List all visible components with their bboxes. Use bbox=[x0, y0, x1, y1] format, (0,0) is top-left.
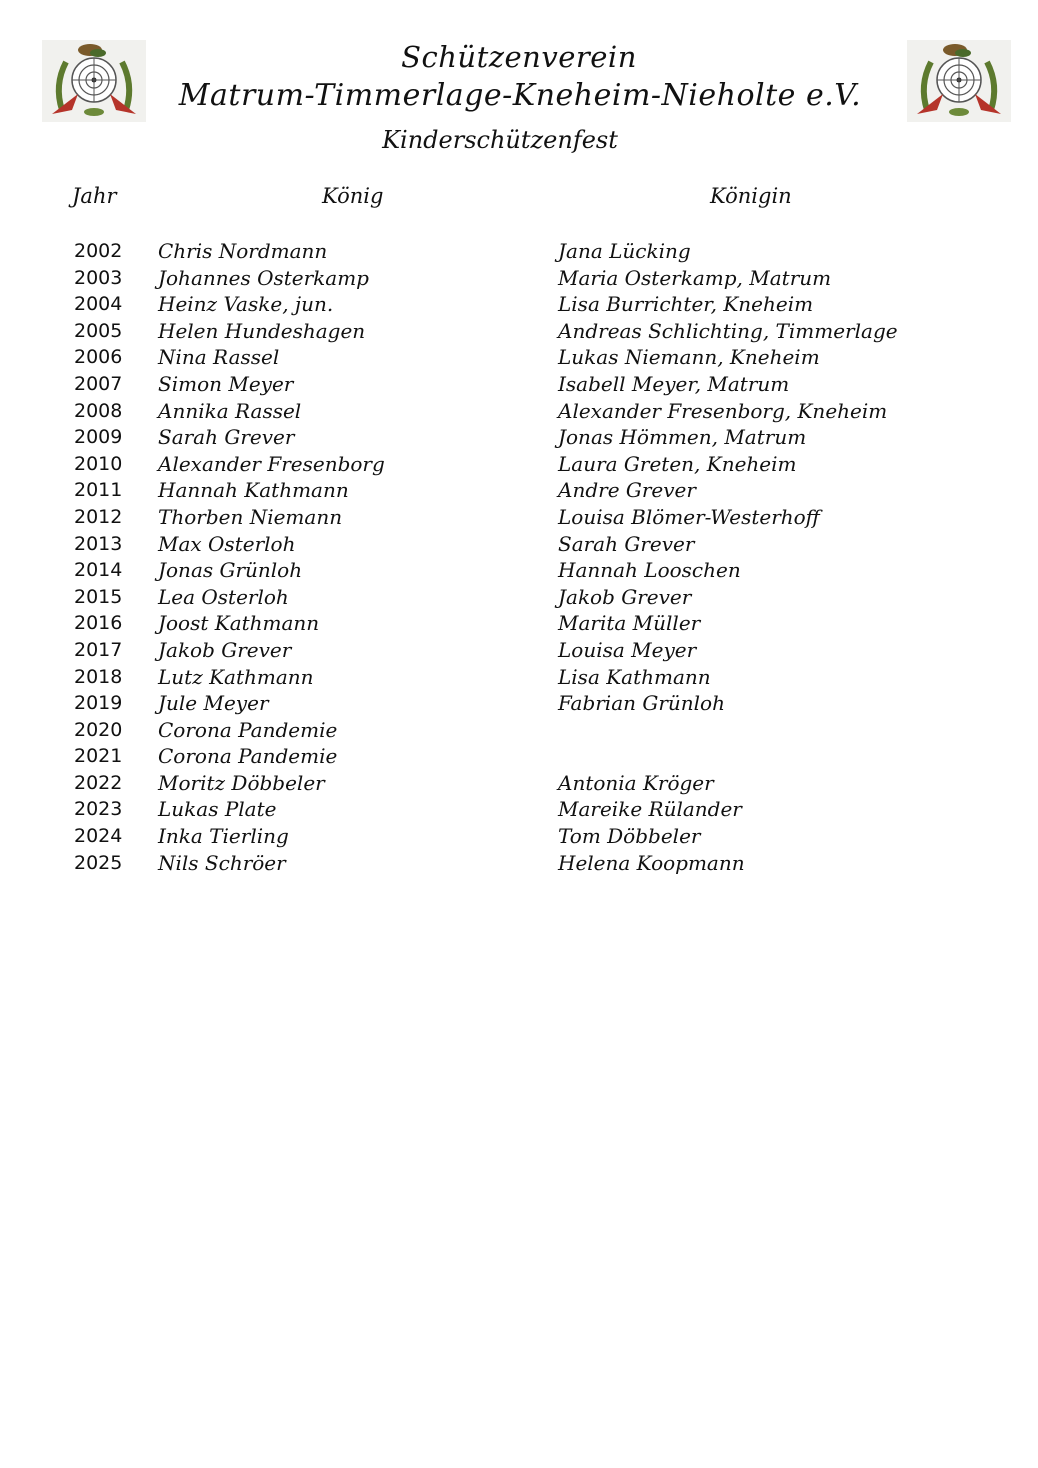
table-row bbox=[0, 796, 1038, 823]
year-cell: 2003 bbox=[74, 266, 123, 289]
table-row bbox=[0, 717, 1038, 744]
table-row bbox=[0, 371, 1038, 398]
table-row bbox=[0, 664, 1038, 691]
queen-cell: Andre Grever bbox=[558, 478, 696, 503]
queen-cell: Andreas Schlichting, Timmerlage bbox=[558, 318, 898, 343]
table-row bbox=[0, 291, 1038, 318]
year-cell: 2016 bbox=[74, 612, 123, 635]
king-cell: Joost Kathmann bbox=[158, 611, 320, 636]
queen-cell: Helena Koopmann bbox=[558, 850, 745, 875]
king-cell: Corona Pandemie bbox=[158, 744, 338, 769]
table-row bbox=[0, 318, 1038, 345]
king-cell: Sarah Grever bbox=[158, 425, 295, 450]
queen-cell: Tom Döbbeler bbox=[558, 824, 701, 849]
table-row bbox=[0, 850, 1038, 877]
king-cell: Lukas Plate bbox=[158, 797, 277, 822]
king-cell: Nils Schröer bbox=[158, 850, 286, 875]
club-name: Schützenverein bbox=[401, 40, 637, 74]
column-header-queen: Königin bbox=[710, 184, 792, 208]
king-cell: Helen Hundeshagen bbox=[158, 318, 366, 343]
queen-cell: Jana Lücking bbox=[558, 239, 691, 263]
year-cell: 2020 bbox=[74, 718, 123, 741]
table-row bbox=[0, 823, 1038, 850]
table-row bbox=[0, 637, 1038, 664]
year-cell: 2004 bbox=[74, 293, 123, 316]
king-cell: Annika Rassel bbox=[158, 398, 302, 423]
king-cell: Nina Rassel bbox=[158, 345, 280, 370]
king-cell: Simon Meyer bbox=[158, 371, 294, 396]
year-cell: 2025 bbox=[74, 851, 123, 874]
club-full-name: Matrum-Timmerlage-Kneheim-Nieholte e.V. bbox=[178, 78, 862, 113]
king-cell: Lutz Kathmann bbox=[158, 664, 314, 689]
queen-cell: Louisa Meyer bbox=[558, 637, 697, 662]
royalty-table bbox=[0, 238, 1038, 876]
queen-cell: Fabrian Grünloh bbox=[558, 691, 725, 716]
king-cell: Alexander Fresenborg bbox=[158, 451, 385, 476]
table-row bbox=[0, 531, 1038, 558]
year-cell: 2018 bbox=[74, 665, 123, 688]
queen-cell: Isabell Meyer, Matrum bbox=[558, 371, 790, 396]
year-cell: 2024 bbox=[74, 825, 123, 848]
queen-cell: Jakob Grever bbox=[558, 584, 692, 609]
table-row bbox=[0, 398, 1038, 425]
year-cell: 2017 bbox=[74, 638, 123, 661]
table-row bbox=[0, 504, 1038, 531]
queen-cell: Marita Müller bbox=[558, 611, 701, 636]
year-cell: 2022 bbox=[74, 771, 123, 794]
year-cell: 2002 bbox=[74, 240, 123, 262]
king-cell: Jule Meyer bbox=[158, 691, 269, 716]
queen-cell: Lukas Niemann, Kneheim bbox=[558, 345, 820, 370]
year-cell: 2010 bbox=[74, 452, 123, 475]
table-row bbox=[0, 584, 1038, 611]
year-cell: 2014 bbox=[74, 559, 123, 582]
year-cell: 2005 bbox=[74, 319, 123, 342]
year-cell: 2015 bbox=[74, 585, 123, 608]
queen-cell: Lisa Burrichter, Kneheim bbox=[558, 292, 814, 317]
king-cell: Jakob Grever bbox=[158, 637, 292, 662]
table-row bbox=[0, 743, 1038, 770]
queen-cell: Maria Osterkamp, Matrum bbox=[558, 265, 832, 290]
table-row bbox=[0, 344, 1038, 371]
table-row bbox=[0, 690, 1038, 717]
queen-cell: Jonas Hömmen, Matrum bbox=[558, 425, 807, 450]
year-cell: 2011 bbox=[74, 479, 123, 502]
table-row bbox=[0, 477, 1038, 504]
queen-cell: Mareike Rülander bbox=[558, 797, 742, 822]
year-cell: 2007 bbox=[74, 372, 123, 395]
table-row bbox=[0, 265, 1038, 292]
table-row bbox=[0, 451, 1038, 478]
queen-cell: Laura Greten, Kneheim bbox=[558, 451, 797, 476]
table-row bbox=[0, 557, 1038, 584]
king-cell: Jonas Grünloh bbox=[158, 558, 303, 583]
king-cell: Chris Nordmann bbox=[158, 239, 328, 263]
year-cell: 2012 bbox=[74, 505, 123, 528]
king-cell: Lea Osterloh bbox=[158, 584, 289, 609]
queen-cell: Lisa Kathmann bbox=[558, 664, 711, 689]
queen-cell: Sarah Grever bbox=[558, 531, 695, 556]
king-cell: Thorben Niemann bbox=[158, 504, 343, 529]
king-cell: Corona Pandemie bbox=[158, 717, 338, 742]
table-row bbox=[0, 238, 1038, 265]
king-cell: Moritz Döbbeler bbox=[158, 770, 325, 795]
year-cell: 2013 bbox=[74, 532, 123, 555]
year-cell: 2008 bbox=[74, 399, 123, 422]
year-cell: 2019 bbox=[74, 692, 123, 715]
year-cell: 2023 bbox=[74, 798, 123, 821]
column-header-king: König bbox=[322, 184, 384, 208]
queen-cell: Hannah Looschen bbox=[558, 558, 741, 583]
year-cell: 2009 bbox=[74, 426, 123, 449]
table-row bbox=[0, 610, 1038, 637]
table-row bbox=[0, 424, 1038, 451]
queen-cell: Alexander Fresenborg, Kneheim bbox=[558, 398, 888, 423]
year-cell: 2006 bbox=[74, 346, 123, 369]
king-cell: Hannah Kathmann bbox=[158, 478, 349, 503]
table-row bbox=[0, 770, 1038, 797]
queen-cell: Antonia Kröger bbox=[558, 770, 714, 795]
king-cell: Heinz Vaske, jun. bbox=[158, 292, 334, 317]
king-cell: Inka Tierling bbox=[158, 824, 289, 849]
king-cell: Max Osterloh bbox=[158, 531, 296, 556]
column-header-year: Jahr bbox=[72, 184, 117, 208]
page-title: Kinderschützenfest bbox=[382, 126, 618, 154]
queen-cell: Louisa Blömer-Westerhoff bbox=[558, 504, 820, 529]
king-cell: Johannes Osterkamp bbox=[158, 265, 369, 290]
year-cell: 2021 bbox=[74, 745, 123, 768]
